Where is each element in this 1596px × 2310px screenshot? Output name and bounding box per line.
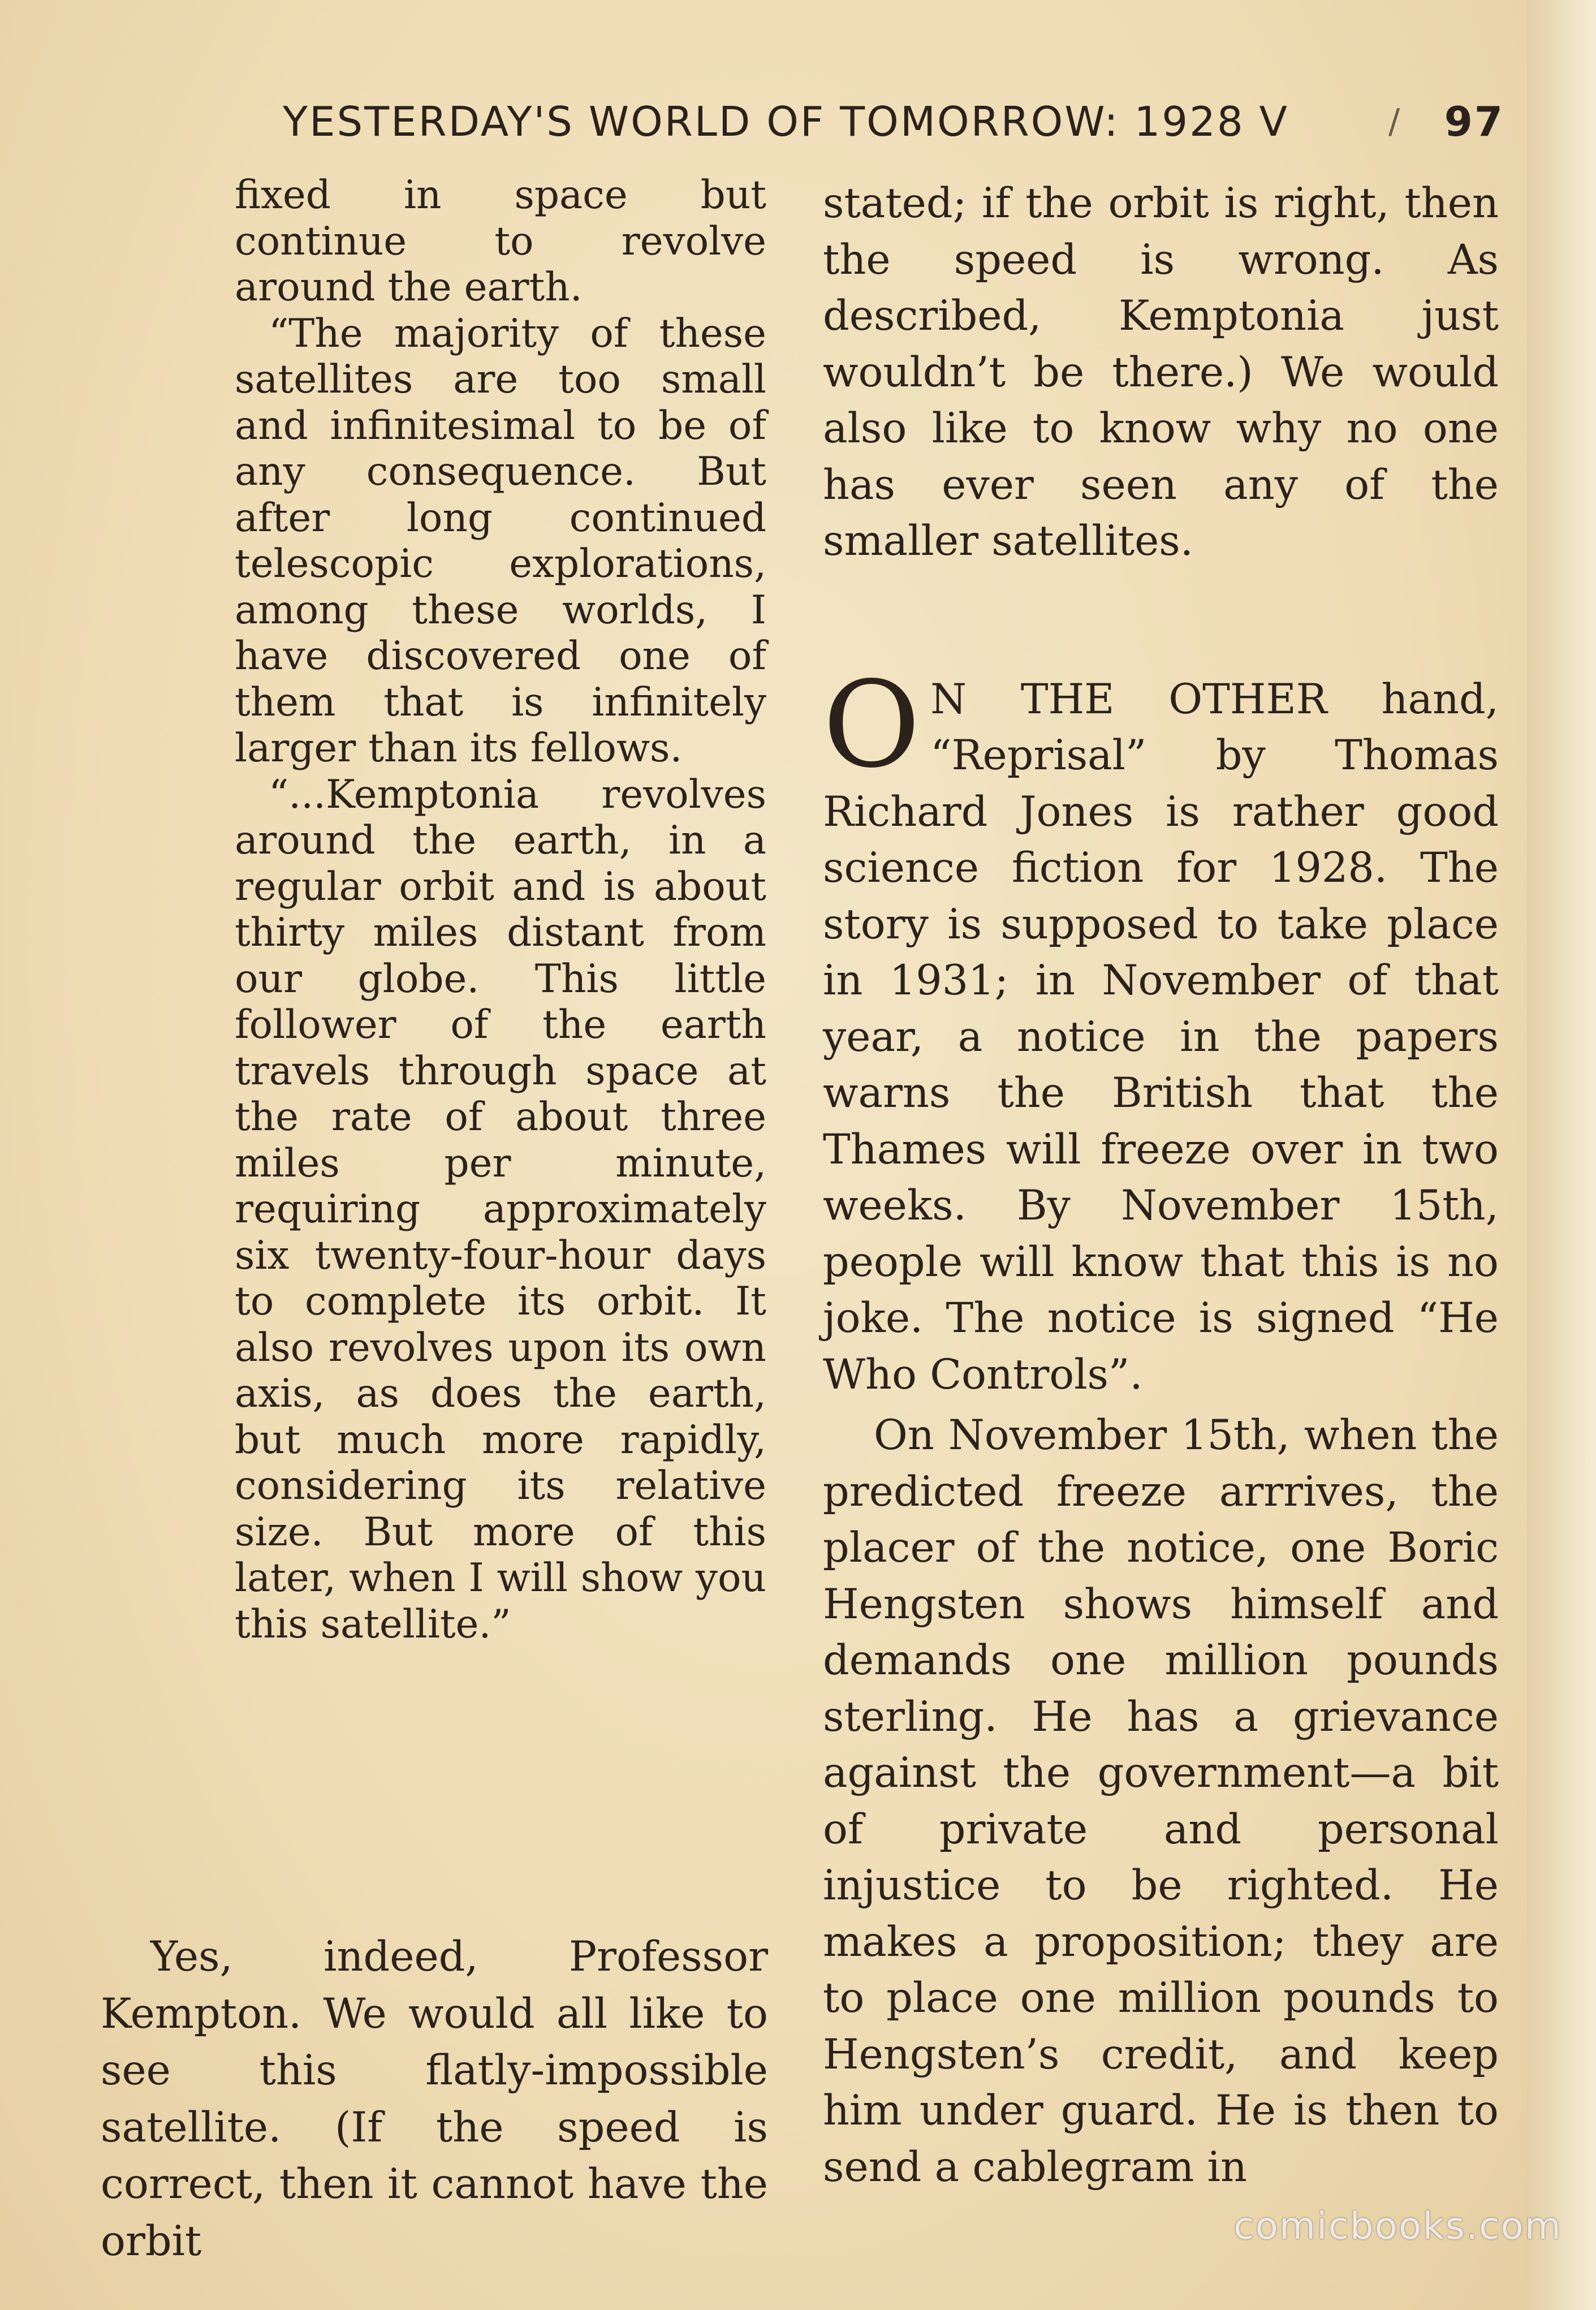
paragraph: “...Kemptonia revolves around the earth, in a regular orbit and is about thirty miles distant from our globe. This little follower of the earth travels through space at the rate of about three miles per minute, requiring approximately six twenty-four-hour days to complete its orbit. It also revolves upon its own axis, as does the earth, but much more rapidly, considering its relative size. But more of this later, when I will show you this satellite.” [235,772,766,1647]
paragraph: stated; if the orbit is right, then the speed is wrong. As described, Kemptonia just wouldn’t be there.) We would also like to know why no one has ever seen any of the smaller satellites. [823,179,1499,565]
paragraph: On November 15th, when the predicted freeze arrrives, the placer of the notice, one Boric Hengsten shows himself and demands one million pounds sterling. He has a grievance against the government—a bit of private and personal injustice to be righted. He makes a proposition; they are to place one million pounds to Hengsten’s credit, and keep him under guard. He is then to send a cablegram in [823,1411,1499,2191]
paragraph: Yes, indeed, Professor Kempton. We would all like to see this flatly-impossible satellite. (If the speed is correct, then it cannot have the orbit [101,1933,768,2265]
left-column-quote [235,173,766,1648]
watermark: comicbooks.com [1233,2204,1562,2248]
right-column [823,175,1499,2195]
drop-cap: O [823,655,921,794]
paragraph-text: N THE OTHER hand, “Reprisal” by Thomas Richard Jones is rather good science fiction for 1928. The story is supposed to take place in 1931; in November of that year, a notice in the papers warns the British that the Thames will freeze over in two weeks. By November 15th, people will know that this is no joke. The notice is signed “He Who Controls”. [823,675,1499,1399]
left-column-commentary [101,1929,768,2270]
page-edge [1527,0,1596,2310]
paragraph: fixed in space but continue to revolve around the earth. [235,173,766,310]
header-slash: / [1388,102,1402,141]
page-number: 97 [1444,98,1504,145]
running-title: YESTERDAY'S WORLD OF TOMORROW: 1928 V [283,98,1289,145]
running-header [283,90,1504,153]
paragraph: “The majority of these satellites are too small and infinitesimal to be of any consequence. But after long continued telescopic explorations, among these worlds, I have discovered one of them that is infinitely larger than its fellows. [235,311,766,771]
paragraph-dropcap [823,655,1499,1403]
